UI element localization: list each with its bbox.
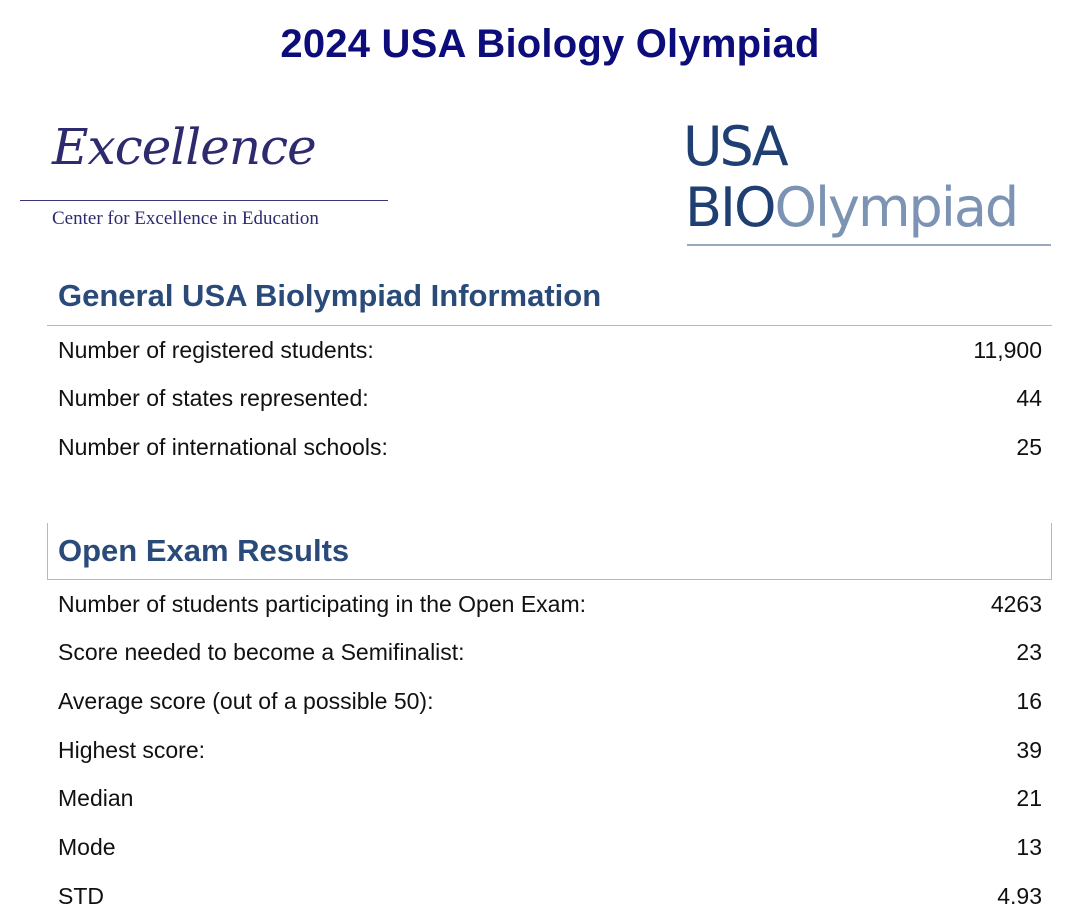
open-exam-heading: Open Exam Results — [58, 533, 350, 568]
usa-biolympiad-logo — [683, 115, 1055, 250]
excellence-logo-tagline: Center for Excellence in Education — [52, 208, 319, 229]
general-info-row — [58, 384, 1042, 414]
biolympiad-logo-wordmark — [685, 176, 1018, 239]
open-exam-row-label: Number of students participating in the Open Exam: — [58, 590, 587, 617]
open-exam-row — [58, 686, 1042, 716]
open-exam-row-value: 16 — [1016, 687, 1042, 714]
open-exam-row-value: 39 — [1016, 736, 1042, 763]
open-exam-row — [58, 589, 1042, 619]
general-info-divider — [47, 325, 1052, 326]
biolympiad-logo-usa: USA — [683, 115, 786, 178]
general-info-row-label: Number of registered students: — [58, 336, 374, 363]
general-info-row-value: 25 — [1016, 433, 1042, 460]
excellence-logo — [20, 118, 390, 238]
biolympiad-logo-bio: BIO — [685, 176, 775, 239]
excellence-logo-script: Excellence — [52, 118, 316, 176]
open-exam-row-label: Highest score: — [58, 736, 206, 763]
general-info-row-label: Number of international schools: — [58, 433, 388, 460]
general-info-heading: General USA Biolympiad Information — [58, 278, 602, 313]
open-exam-row-value: 4263 — [990, 590, 1042, 617]
open-exam-row-label: Median — [58, 785, 134, 812]
open-exam-box-right — [1051, 523, 1052, 580]
open-exam-row — [58, 735, 1042, 765]
open-exam-row-value: 4.93 — [997, 882, 1042, 909]
excellence-logo-rule — [20, 200, 388, 201]
open-exam-row-value: 21 — [1016, 785, 1042, 812]
general-info-row — [58, 335, 1042, 365]
open-exam-row-label: STD — [58, 882, 104, 909]
open-exam-row-value: 13 — [1016, 834, 1042, 860]
page-title: 2024 USA Biology Olympiad — [280, 22, 820, 66]
biolympiad-logo-rule — [687, 244, 1051, 246]
open-exam-divider — [47, 579, 1052, 580]
open-exam-row — [58, 881, 1042, 911]
general-info-row — [58, 432, 1042, 462]
biolympiad-logo-olympiad: Olympiad — [774, 176, 1018, 239]
open-exam-row-label: Average score (out of a possible 50): — [58, 687, 434, 714]
open-exam-row-label: Score needed to become a Semifinalist: — [58, 639, 465, 666]
open-exam-box-left — [47, 523, 48, 580]
general-info-row-label: Number of states represented: — [58, 385, 369, 411]
general-info-row-value: 44 — [1016, 385, 1042, 411]
general-info-row-value: 11,900 — [973, 336, 1042, 363]
open-exam-row — [58, 784, 1042, 814]
open-exam-row-label: Mode — [58, 834, 116, 860]
open-exam-row-value: 23 — [1016, 639, 1042, 666]
open-exam-row — [58, 833, 1042, 863]
open-exam-row — [58, 638, 1042, 668]
